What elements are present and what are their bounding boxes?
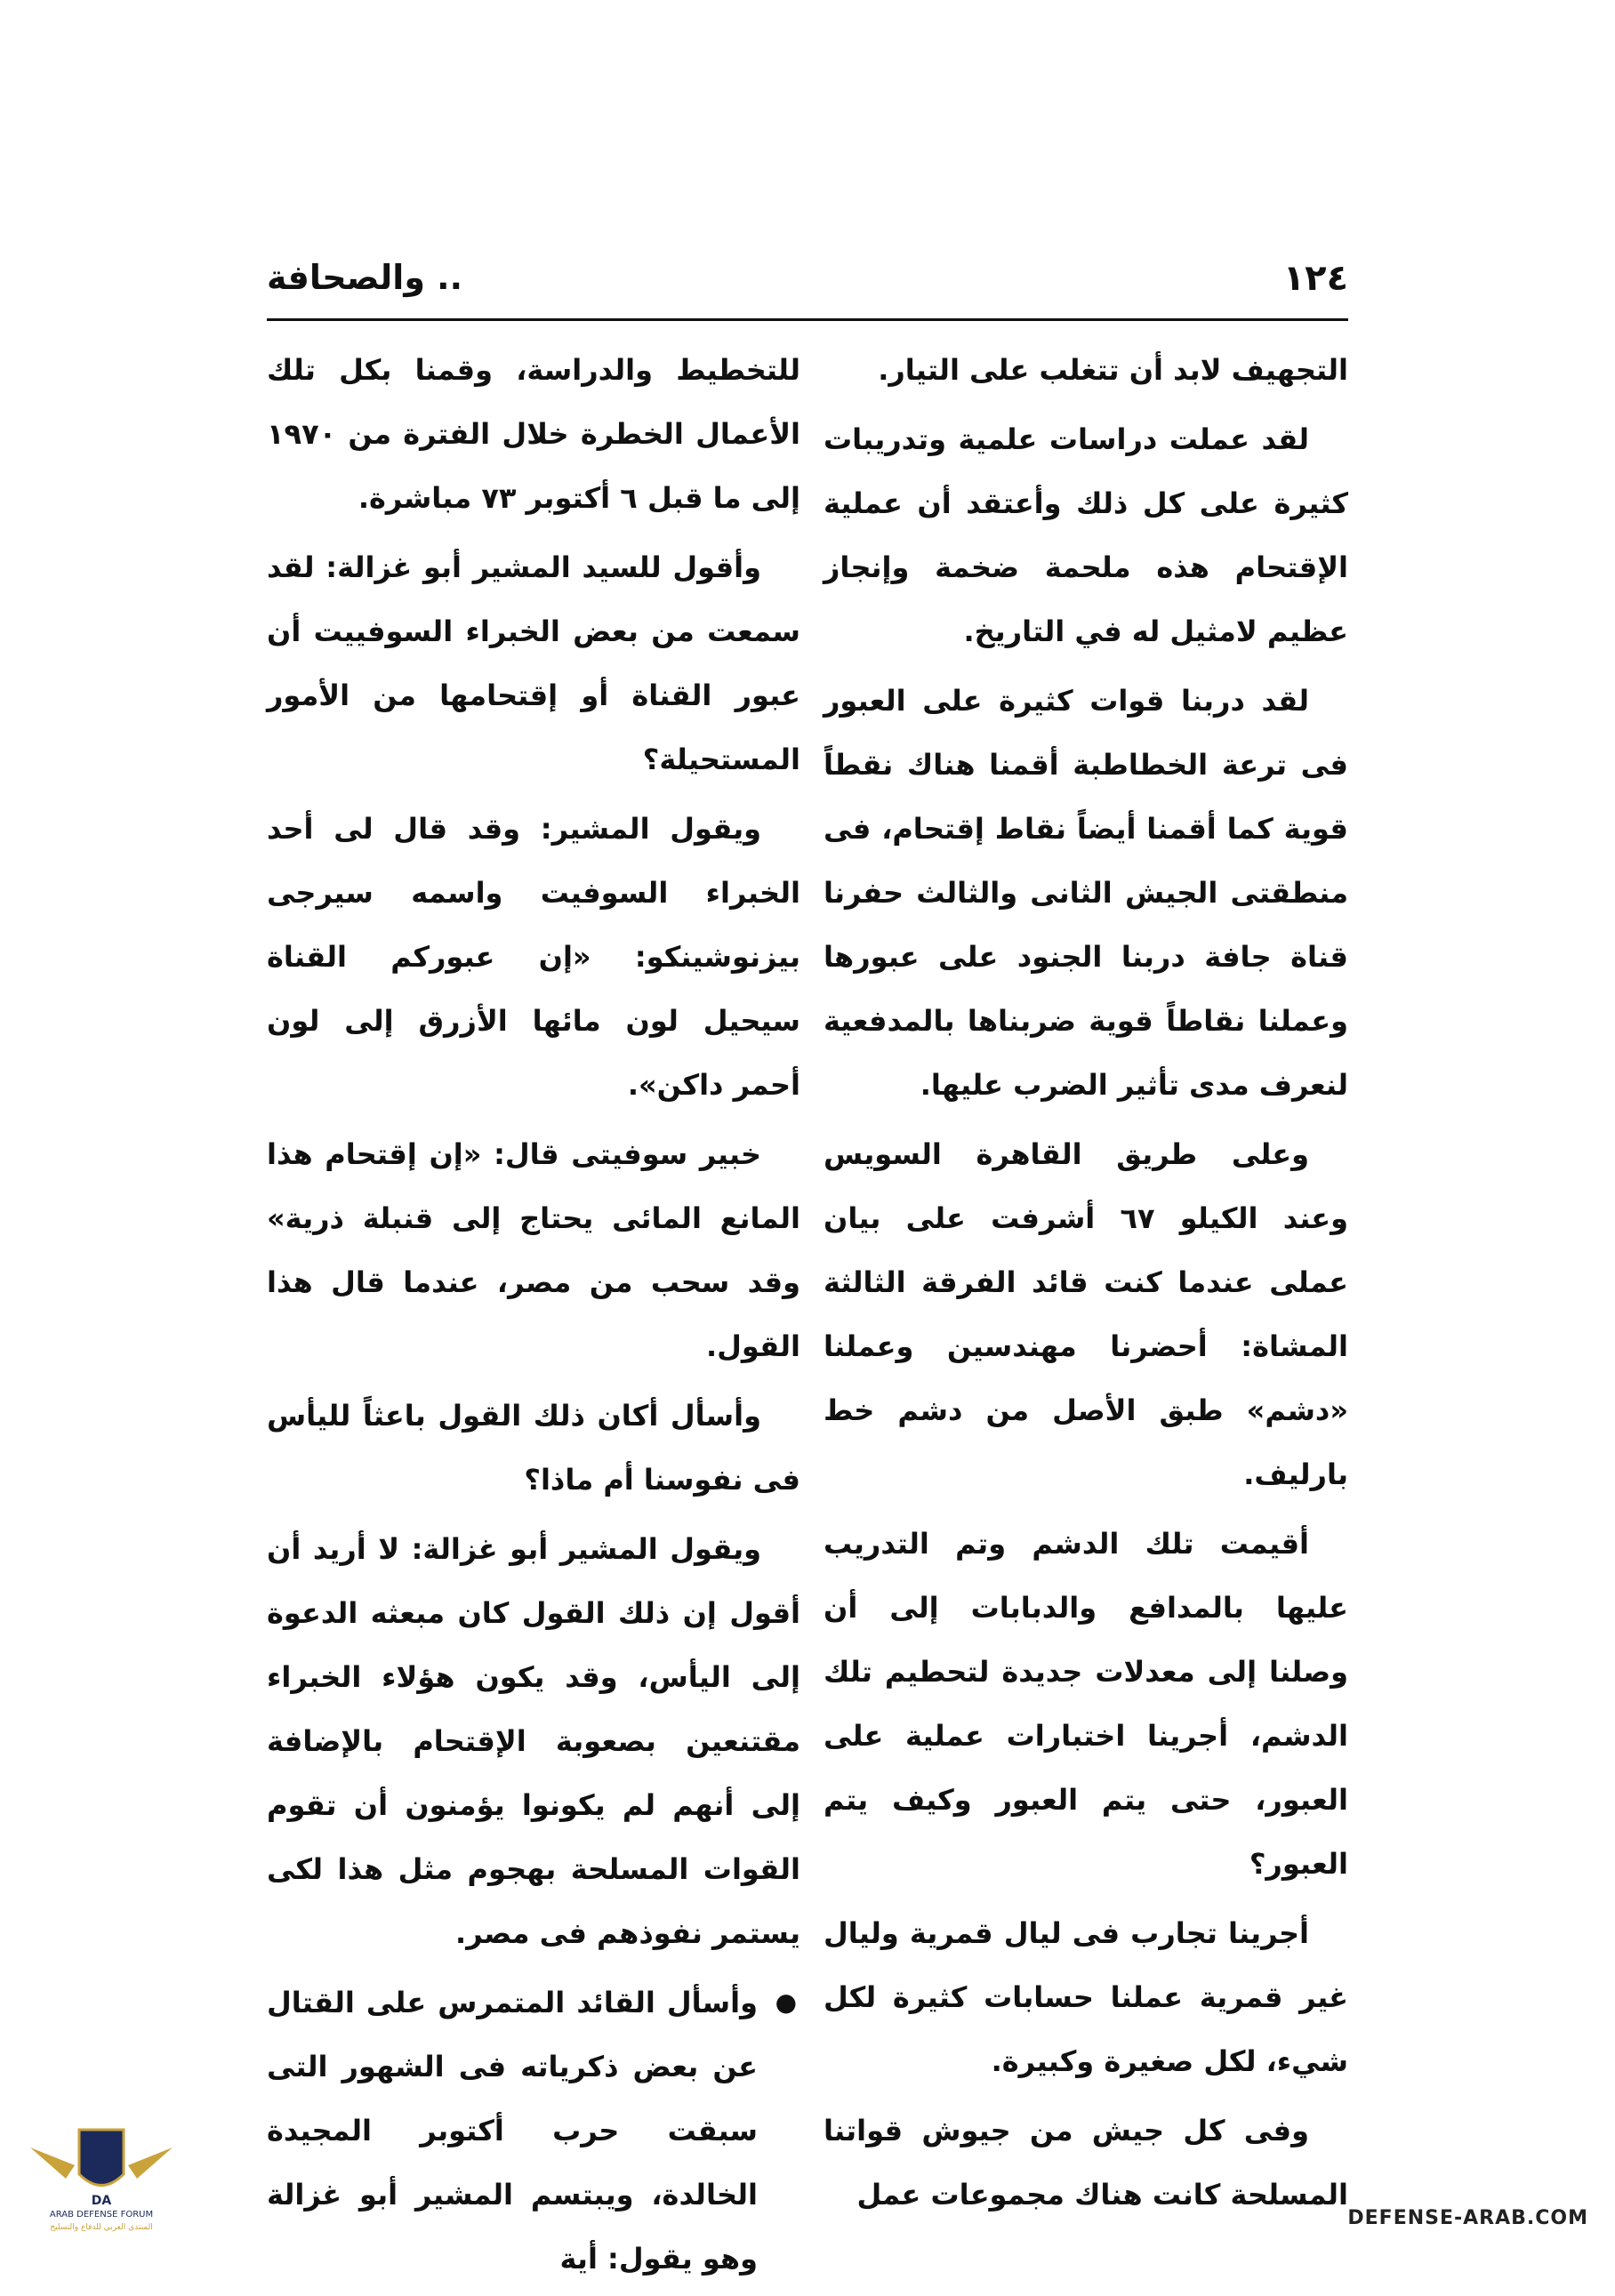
paragraph: وأقول للسيد المشير أبو غزالة: لقد سمعت من بعض الخبراء السوفييت أن عبور القناة أو إقتحامها من الأمور المستحيلة؟ — [267, 550, 800, 776]
right-column — [824, 338, 1348, 2232]
paragraph: ويقول المشير أبو غزالة: لا أريد أن أقول إن ذلك القول كان مبعثه الدعوة إلى اليأس، وقد يكون هؤلاء الخبراء مقتنعين بصعوبة الإقتحام بالإضافة إلى أنهم لم يكونوا يؤمنون أن تقوم القوات المسلحة بهجوم مثل هذا لكى يستمر نفوذهم فى مصر. — [267, 1532, 800, 1950]
bullet-icon: ● — [775, 1987, 797, 2017]
watermark-site: DEFENSE-ARAB.COM — [1347, 2207, 1588, 2229]
page-number: ١٢٤ — [1282, 258, 1348, 299]
paragraph: التجهيف لابد أن تتغلب على التيار. — [878, 353, 1348, 387]
page-header — [267, 258, 1348, 311]
paragraph: وعلى طريق القاهرة السويس وعند الكيلو ٦٧ أشرفت على بيان عملى عندما كنت قائد الفرقة الثالثة المشاة: أحضرنا مهندسين وعملنا «دشم» طبق الأصل من دشم خط بارليف. — [824, 1137, 1349, 1491]
paragraph: للتخطيط والدراسة، وقمنا بكل تلك الأعمال الخطرة خلال الفترة من ١٩٧٠ إلى ما قبل ٦ أكتوبر ٧٣ مباشرة. — [267, 353, 800, 515]
paragraph: خبير سوفيتى قال: «إن إقتحام هذا المانع المائى يحتاج إلى قنبلة ذرية» وقد سحب من مصر، عندما قال هذا القول. — [267, 1137, 800, 1363]
paragraph: وأسأل أكان ذلك القول باعثاً لليأس فى نفوسنا أم ماذا؟ — [267, 1399, 800, 1497]
paragraph: أقيمت تلك الدشم وتم التدريب عليها بالمدافع والدبابات إلى أن وصلنا إلى معدلات جديدة لتحطيم تلك الدشم، أجرينا اختبارات عملية على العبور، حتى يتم العبور وكيف يتم العبور؟ — [824, 1527, 1348, 1881]
shield-shape — [79, 2130, 124, 2186]
paragraph: وفى كل جيش من جيوش قواتنا المسلحة كانت هناك مجموعات عمل — [824, 2114, 1348, 2212]
wing-left — [30, 2147, 75, 2179]
wing-right — [128, 2147, 173, 2179]
logo-text-top: DA — [91, 2194, 112, 2208]
logo-text-mid: ARAB DEFENSE FORUM — [49, 2210, 154, 2220]
paragraph: لقد عملت دراسات علمية وتدريبات كثيرة على كل ذلك وأعتقد أن عملية الإقتحام هذه ملحمة ضخمة وإنجاز عظيم لامثيل له في التاريخ. — [824, 422, 1348, 648]
paragraph: ويقول المشير: وقد قال لى أحد الخبراء السوفيت واسمه سيرجى بيزنوشينكو: «إن عبوركم القناة سيحيل لون مائها الأزرق إلى لون أحمر داكن». — [267, 812, 800, 1102]
header-rule — [267, 318, 1348, 321]
forum-logo — [21, 2112, 181, 2236]
paragraph: لقد دربنا قوات كثيرة على العبور فى ترعة الخطاطبة أقمنا هناك نقطاً قوية كما أقمنا أيضاً نقاط إقتحام، فى منطقتى الجيش الثانى والثالث حفرنا قناة جافة دربنا الجنود على عبورها وعملنا نقاطاً قوية ضربناها بالمدفعية لنعرف مدى تأثير الضرب عليها. — [824, 684, 1348, 1102]
bullet-paragraph — [267, 1971, 800, 2291]
paragraph: أجرينا تجارب فى ليال قمرية وليال غير قمرية عملنا حسابات كثيرة لكل شيء، لكل صغيرة وكبيرة. — [824, 1916, 1348, 2078]
left-column — [267, 338, 800, 2296]
running-head: .. والصحافة — [267, 258, 463, 297]
logo-text-bottom: المنتدى العربي للدفاع والتسليح — [50, 2223, 153, 2232]
bullet-text: وأسأل القائد المتمرس على القتال عن بعض ذكرياته فى الشهور التى سبقت حرب أكتوبر المجيدة الخالدة، ويبتسم المشير أبو غزالة وهو يقول: أية — [267, 1986, 758, 2276]
